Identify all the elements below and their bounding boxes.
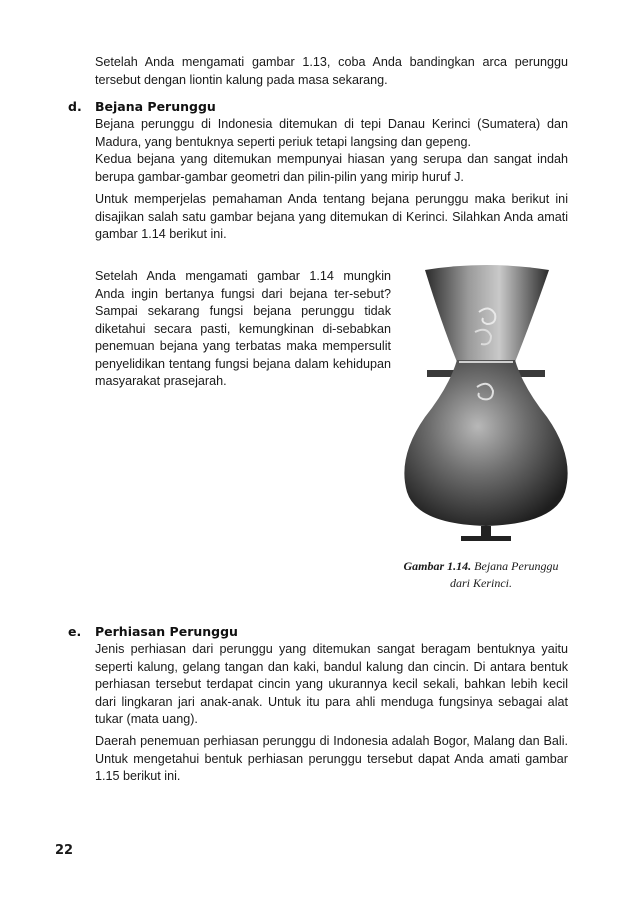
vessel-base bbox=[461, 536, 511, 541]
vessel-mouth bbox=[425, 265, 549, 362]
section-e-heading bbox=[68, 623, 238, 640]
section-e-paragraph-2: Daerah penemuan perhiasan perunggu di Indonesia adalah Bogor, Malang dan Bali. Untuk mengetahui bentuk perhiasan perunggu tersebut dapat Anda amati gambar 1.15 berikut ini. bbox=[95, 734, 568, 783]
page-number: 22 bbox=[55, 843, 74, 858]
section-d-paragraph-3: Untuk memperjelas pemahaman Anda tentang bejana perunggu maka berikut ini disajikan salah satu gambar bejana yang ditemukan di Kerinci. Silahkan Anda amati gambar 1.14 berikut ini. bbox=[95, 192, 568, 241]
section-d-paragraph-2: Kedua bejana yang ditemukan mempunyai hiasan yang serupa dan sangat indah berupa gambar-gambar geometri dan pilin-pilin yang mirip huruf J. bbox=[95, 152, 568, 184]
figure-caption-line-1: Bejana Perunggu bbox=[474, 559, 559, 573]
section-d-paragraph-4: Setelah Anda mengamati gambar 1.14 mungkin Anda ingin bertanya fungsi dari bejana ter-sebut? Sampai sekarang fungsi bejana perunggu tidak diketahui secara pasti, kemungkinan di-sebabkan penemuan bejana yang terbatas maka mempersulit penyelidikan tentang fungsi bejana dalam kehidupan masyarakat prasejarah. bbox=[95, 269, 391, 388]
section-d-title: Bejana Perunggu bbox=[95, 99, 216, 114]
bronze-vessel-image bbox=[397, 262, 575, 552]
figure-caption bbox=[380, 558, 582, 592]
section-e-paragraph-1: Jenis perhiasan dari perunggu yang ditemukan sangat beragam bentuknya yaitu seperti kalung, gelang tangan dan kaki, bandul kalung dan cincin. Di antara bentuk perhiasan tersebut terdapat cincin yang ukurannya kecil sekali, bahkan lebih kecil dari lingkaran jari anak-anak. Untuk itu para ahli menduga fungsinya sebagai alat tukar (mata uang). bbox=[95, 642, 568, 726]
figure-label: Gambar 1.14. bbox=[403, 559, 472, 573]
section-e-title: Perhiasan Perunggu bbox=[95, 624, 238, 639]
section-d-paragraph-1: Bejana perunggu di Indonesia ditemukan di tepi Danau Kerinci (Sumatera) dan Madura, yang bentuknya seperti periuk tetapi langsing dan gepeng. bbox=[95, 117, 568, 149]
section-d-letter: d. bbox=[68, 99, 82, 114]
intro-paragraph: Setelah Anda mengamati gambar 1.13, coba Anda bandingkan arca perunggu tersebut dengan liontin kalung pada masa sekarang. bbox=[95, 55, 568, 87]
section-d-heading bbox=[68, 98, 216, 115]
vessel-body bbox=[404, 360, 567, 526]
figure-caption-line-2: dari Kerinci. bbox=[450, 576, 512, 590]
section-e-letter: e. bbox=[68, 624, 82, 639]
